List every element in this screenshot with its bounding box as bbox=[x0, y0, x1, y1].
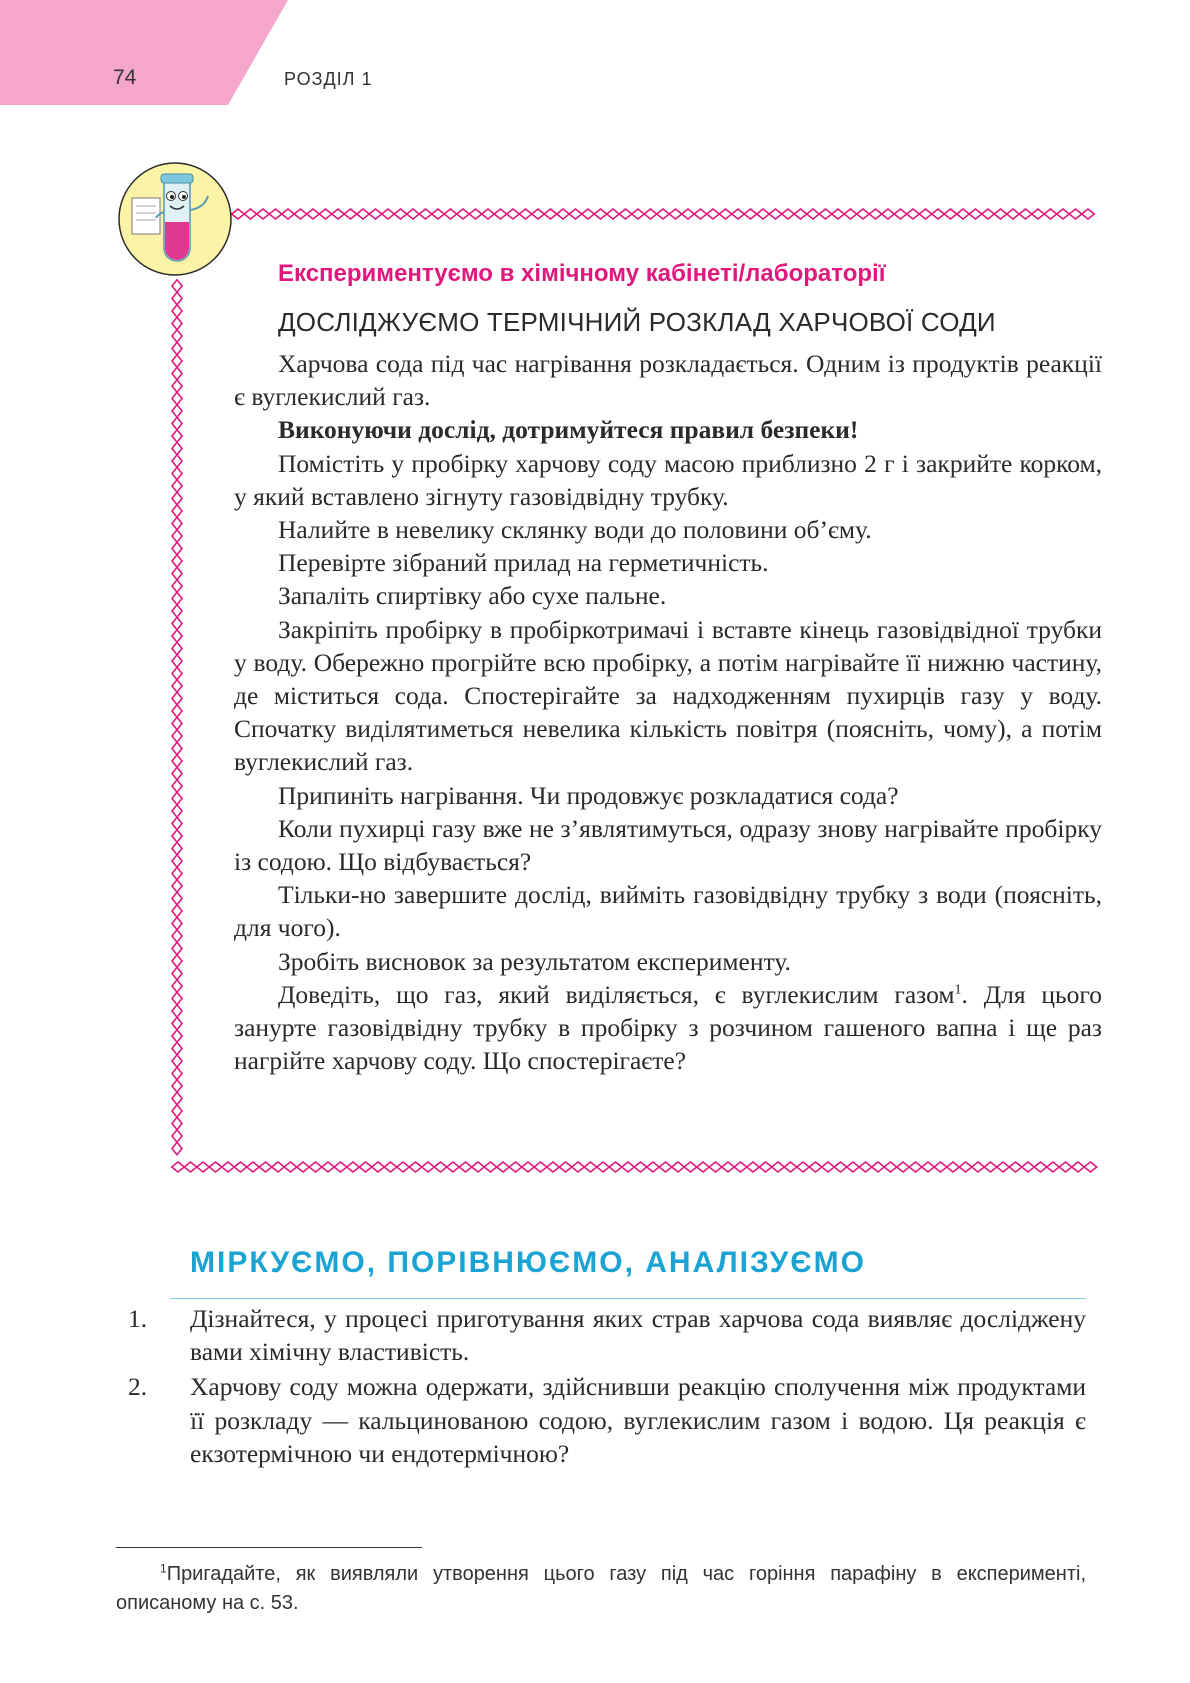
lab-paragraph: Тільки-но завершите дослід, вийміть газовідвідну трубку з води (поясніть, для чого). bbox=[234, 880, 1102, 943]
footnote-marker: 1 bbox=[160, 1561, 167, 1576]
footnote bbox=[116, 1560, 1086, 1618]
section-divider bbox=[170, 1298, 1086, 1299]
lab-paragraph: Закріпіть пробірку в пробіркотримачі і вставте кінець газовідвідної трубки у воду. Обережно прогрійте всю пробірку, а потім нагрівайте її нижню частину, де міститься сода. Спостерігайте за надходженням пухирців газу у воду. Спочатку виділятиметься невелика кількість повітря (поясніть, чому), а потім вуглекислий газ. bbox=[234, 614, 1102, 777]
footnote-ref: 1 bbox=[954, 982, 962, 998]
question-text: Дізнайтеся, у процесі приготування яких страв харчова сода виявляє досліджену вами хімічну властивість. bbox=[190, 1304, 1086, 1367]
lab-paragraph: Припиніть нагрівання. Чи продовжує розкладатися сода? bbox=[278, 780, 899, 810]
lab-paragraph: Запаліть спиртівку або сухе пальне. bbox=[278, 581, 667, 611]
lab-paragraph: Перевірте зібраний прилад на герметичність. bbox=[278, 548, 769, 578]
header-tab bbox=[0, 0, 310, 115]
section-label: РОЗДІЛ 1 bbox=[284, 69, 373, 89]
lab-heading: Експериментуємо в хімічному кабінеті/лабораторії bbox=[278, 260, 886, 287]
safety-warning: Виконуючи дослід, дотримуйтеся правил безпеки! bbox=[278, 415, 859, 445]
list-item bbox=[128, 1370, 1086, 1470]
lab-paragraph: Коли пухирці газу вже не з’являтимуться, одразу знову нагрівайте пробірку із содою. Що відбувається? bbox=[234, 813, 1102, 877]
question-number: 1. bbox=[128, 1304, 148, 1333]
footnote-text: Пригадайте, як виявляли утворення цього газу під час горіння парафіну в експерименті, описаному на с. 53. bbox=[116, 1563, 1086, 1614]
lab-paragraph-last-b: . Для цього занурте газовідвідну трубку в пробірку з розчином гашеного вапна і ще раз нагрійте харчову соду. Що спостерігаєте? bbox=[234, 979, 1103, 1076]
question-list bbox=[128, 1302, 1086, 1472]
lab-paragraph: Помістіть у пробірку харчову соду масою приблизно 2 г і закрийте корком, у який вставлено зігнуту газовідвідну трубку. bbox=[234, 448, 1102, 511]
list-item bbox=[128, 1302, 1086, 1368]
lab-paragraph-last-a: Доведіть, що газ, який виділяється, є вуглекислим газом bbox=[278, 979, 955, 1009]
test-tube-mascot-icon bbox=[116, 160, 234, 278]
question-number: 2. bbox=[128, 1372, 148, 1402]
lab-paragraph: Налийте в невелику склянку води до половини об’єму. bbox=[278, 515, 872, 545]
lab-title: ДОСЛІДЖУЄМО ТЕРМІЧНИЙ РОЗКЛАД ХАРЧОВОЇ СОДИ bbox=[278, 307, 996, 337]
page-number: 74 bbox=[113, 66, 137, 89]
lab-paragraph-last bbox=[234, 978, 1102, 1078]
section-heading: МІРКУЄМО, ПОРІВНЮЄМО, АНАЛІЗУЄМО bbox=[190, 1246, 866, 1279]
footnote-divider bbox=[116, 1547, 422, 1548]
lab-box bbox=[234, 259, 1102, 1077]
lab-paragraph: Зробіть висновок за результатом експерименту. bbox=[278, 946, 791, 976]
lab-paragraph: Харчова сода під час нагрівання розкладається. Одним із продуктів реакції є вуглекислий газ. bbox=[234, 349, 1102, 412]
question-text: Харчову соду можна одержати, здійснивши реакцію сполучення між продуктами її розкладу — кальцинованою содою, вуглекислим газом і водою. Ця реакція є екзотермічною чи ендотермічною? bbox=[190, 1372, 1086, 1468]
